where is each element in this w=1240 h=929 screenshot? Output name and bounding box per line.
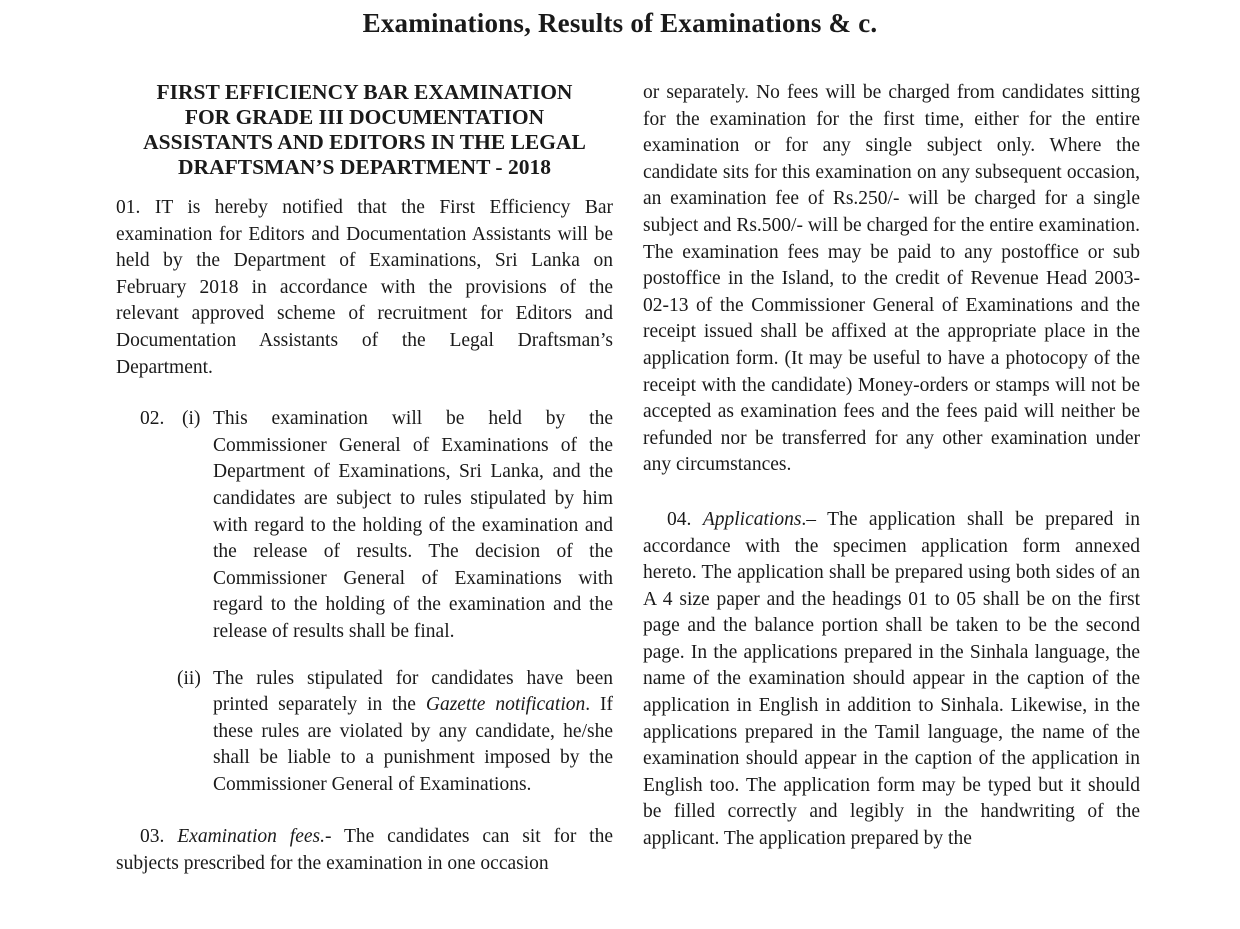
- paragraph-text: - The candidates can sit for the subjects prescribed for the examination in one occasion: [116, 826, 614, 875]
- right-column: [643, 80, 1140, 853]
- section-title: [116, 80, 613, 180]
- section-title-line: ASSISTANTS AND EDITORS IN THE LEGAL: [143, 130, 586, 154]
- paragraph-01: 01. IT is hereby notified that the First Efficiency Bar examination for Editors and Documentation Assistants will be held by the Department of Examinations, Sri Lanka on February 2018 in accordance with the provisions of the relevant approved scheme of recruitment for Editors and Documentation Assistants of the Legal Draftsman’s Department.: [116, 197, 613, 378]
- paragraph-03-continued: or separately. No fees will be charged from candidates sitting for the examination for the first time, either for the entire examination or for any single subject only. Where the candidate sits for this examination on any subsequent occasion, an examination fee of Rs.250/- will be charged for a single subject and Rs.500/- will be charged for the entire examination. The examination fees may be paid to any postoffice or sub postoffice in the Island, to the credit of Revenue Head 2003-02-13 of the Commissioner General of Examinations and the receipt issued shall be affixed at the appropriate place in the application form. (It may be useful to have a photocopy of the receipt with the candidate) Money-orders or stamps will not be accepted as examination fees and the fees paid will neither be refunded nor be transferred for any other examination under any circumstances.: [643, 82, 1140, 476]
- clause-text-part: The rules stipulated for candidates have been printed separately in the: [213, 667, 613, 716]
- gazette-notification-italic: Gazette notification: [425, 694, 586, 716]
- paragraph-heading: Examination fees.: [177, 826, 325, 848]
- paragraph-text: .– The application shall be prepared in accordance with the specimen application form annexed hereto. The application shall be prepared using both sides of an A 4 size paper and the headings 01 to 05 shall be on the first page and the balance portion shall be taken to be the second page. In the applications prepared in the Sinhala language, the name of the examination should appear in the caption of the application in English in addition to Sinhala. Likewise, in the applications prepared in the Tamil language, the name of the examination should appear in the caption of the application in English too. The application form may be typed but it should be filled correctly and legibly in the handwriting of the applicant. The application prepared by the: [643, 508, 1140, 850]
- clause-text: This examination will be held by the Commissioner General of Examinations of the Department of Examinations, Sri Lanka, and the candidates are subject to rules stipulated by him with regard to the holding of the examination and the release of results. The decision of the Commissioner General of Examinations with regard to the holding of the examination and the release of results shall be final.: [213, 408, 613, 642]
- clause-text: [213, 666, 613, 799]
- clause-label: (ii): [177, 667, 201, 689]
- paragraph-number: 04.: [667, 508, 703, 530]
- left-column: [116, 80, 613, 878]
- clause-label: (i): [182, 408, 201, 430]
- paragraph-04: [643, 507, 1140, 853]
- paragraph-number: 03.: [140, 826, 178, 848]
- paragraph-heading: Applications: [702, 508, 802, 530]
- paragraph-03: [116, 824, 613, 877]
- clause-02-i: [116, 406, 613, 645]
- section-title-line: DRAFTSMAN’S DEPARTMENT - 2018: [178, 155, 551, 179]
- clause-02-ii: [116, 666, 613, 799]
- section-title-line: FIRST EFFICIENCY BAR EXAMINATION: [156, 80, 573, 104]
- page-title: Examinations, Results of Examinations & c.: [362, 8, 878, 38]
- clause-number: 02.: [140, 408, 165, 430]
- clause-text-part: . If these rules are violated by any candidate, he/she shall be liable to a punishment imposed by the Commissioner General of Examinations.: [213, 694, 613, 795]
- section-title-line: FOR GRADE III DOCUMENTATION: [184, 105, 545, 129]
